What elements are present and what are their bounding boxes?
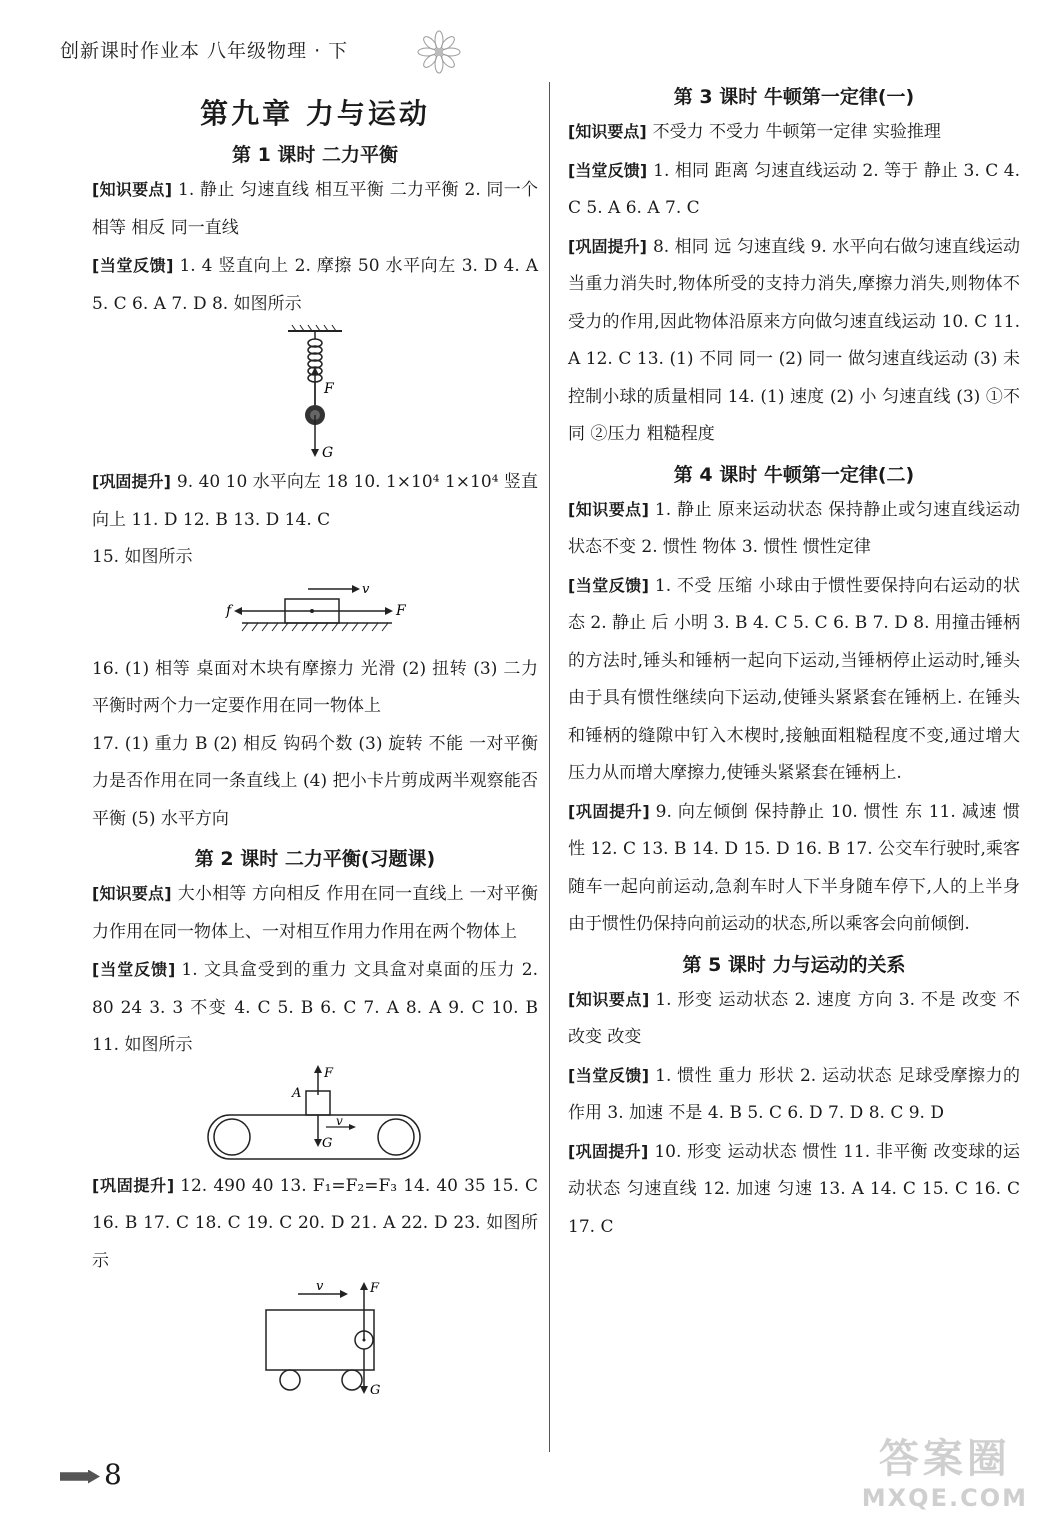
lesson-5-feedback (568, 1057, 1020, 1133)
answer-text: 1. 惯性 重力 形状 2. 运动状态 足球受摩擦力的作用 3. 加速 不是 4. B 5. C 6. D 7. D 8. C 9. D (568, 1065, 1020, 1123)
pull-force-label: F (396, 602, 406, 619)
running-header: 创新课时作业本 八年级物理 · 下 (60, 40, 349, 62)
section-tag: [当堂反馈] (568, 160, 648, 180)
lesson-4-title: 第 4 课时 牛顿第一定律(二) (673, 463, 915, 486)
lesson-1-q16: 16. (1) 相等 桌面对木块有摩擦力 光滑 (2) 扭转 (3) 二力平衡时两个力一定要作用在同一物体上 (92, 658, 538, 716)
section-tag: [当堂反馈] (92, 256, 174, 275)
answer-text: 8. 相同 远 匀速直线 9. 水平向右做匀速直线运动 当重力消失时,物体所受的支持力消失,摩擦力消失,则物体不受力的作用,因此物体沿原来方向做匀速直线运动 10. C 11. A 12. C 13. (1) 不同 同一 (2) 同一 做匀速直线运动 (3) 未控制小球的质量相同 14. (1) 速度 (2) 小 匀速直线 (3) ①不同 ②压力 粗糙程度 (568, 236, 1020, 444)
friction-label: f (226, 602, 232, 619)
watermark-line1: 答案圈 (878, 1436, 1011, 1482)
lesson-4-feedback (568, 567, 1020, 793)
force-label-f: F (324, 381, 334, 397)
answer-text: 9. 向左倾倒 保持静止 10. 惯性 东 11. 减速 惯性 12. C 13. B 14. D 15. D 16. B 17. 公交车行驶时,乘客随车一起向前运动,急刹车时人下半身随车停下,人的上半身由于惯性仍保持向前运动的状态,所以乘客会向前倾倒. (568, 801, 1020, 934)
lesson-3-title: 第 3 课时 牛顿第一定律(一) (673, 86, 915, 108)
gravity-label-g: G (322, 1135, 333, 1151)
answer-text: 10. 形变 运动状态 惯性 11. 非平衡 改变球的运动状态 匀速直线 12. 加速 匀速 13. A 14. C 15. C 16. C 17. C (568, 1141, 1020, 1237)
answer-text: 不受力 不受力 牛顿第一定律 实验推理 (652, 122, 941, 142)
chapter-title: 第九章 力与运动 (200, 97, 430, 130)
section-tag: [巩固提升] (568, 236, 647, 256)
lesson-1-feedback (92, 247, 538, 323)
velocity-label: v (316, 1280, 324, 1294)
section-tag: [巩固提升] (568, 801, 650, 821)
section-tag: [知识要点] (568, 989, 650, 1009)
flower-decoration-icon (416, 30, 462, 74)
section-tag: [巩固提升] (92, 472, 171, 491)
gravity-label-g: G (322, 445, 334, 461)
left-column (92, 70, 538, 1400)
section-tag: [巩固提升] (92, 1175, 175, 1195)
cart-diagram (92, 1280, 538, 1400)
section-tag: [当堂反馈] (568, 575, 649, 595)
lesson-3-knowledge (568, 113, 1020, 152)
lesson-5-title: 第 5 课时 力与运动的关系 (682, 953, 906, 976)
page-number (60, 1458, 122, 1491)
lesson-4-knowledge (568, 491, 1020, 567)
lesson-1-consolidation (92, 463, 538, 539)
answer-text: 9. 40 10 水平向左 18 10. 1×10⁴ 1×10⁴ 竖直向上 11. D 12. B 13. D 14. C (92, 472, 538, 530)
lesson-1-q17: 17. (1) 重力 B (2) 相反 钩码个数 (3) 旋转 不能 一对平衡力是否作用在同一条直线上 (4) 把小卡片剪成两半观察能否平衡 (5) 水平方向 (92, 733, 538, 829)
gravity-label-g: G (370, 1383, 381, 1398)
lesson-2-feedback (92, 951, 538, 1065)
lesson-1-knowledge (92, 171, 538, 247)
section-tag: [知识要点] (92, 180, 173, 199)
answer-text: 1. 不受 压缩 小球由于惯性要保持向右运动的状态 2. 静止 后 小明 3. B 4. C 5. C 6. B 7. D 8. 用撞击锤柄的方法时,锤头和锤柄一起向下运动,当锤柄停止运动时,锤头由于具有惯性继续向下运动,使锤头紧紧套在锤柄上. 在锤头和锤柄的缝隙中钉入木楔时,接触面粗糙程度不变,通过增大压力从而增大摩擦力,使锤头紧紧套在锤柄上. (568, 575, 1020, 783)
answer-text: 12. 490 40 13. F₁=F₂=F₃ 14. 40 35 15. C 16. B 17. C 18. C 19. C 20. D 21. A 22. D 23. 如图所示 (92, 1175, 538, 1271)
watermark (862, 1427, 1028, 1512)
lesson-3-consolidation (568, 228, 1020, 454)
section-tag: [当堂反馈] (92, 960, 176, 979)
section-tag: [知识要点] (568, 499, 649, 519)
velocity-label: v (336, 1113, 343, 1128)
section-tag: [巩固提升] (568, 1141, 649, 1161)
answer-text: 1. 相同 距离 匀速直线运动 2. 等于 静止 3. C 4. C 5. A 6. A 7. C (568, 160, 1020, 218)
force-label-f: F (324, 1065, 334, 1081)
watermark-line2: MXQE.COM (861, 1484, 1028, 1512)
arrow-icon (60, 1470, 100, 1484)
answer-text: 1. 形变 运动状态 2. 速度 方向 3. 不是 改变 不改变 改变 (568, 989, 1020, 1047)
column-divider (549, 82, 550, 1452)
lesson-2-knowledge (92, 875, 538, 951)
lesson-4-consolidation (568, 793, 1020, 944)
block-label-a: A (292, 1085, 302, 1101)
answer-text: 1. 静止 匀速直线 相互平衡 二力平衡 2. 同一个 相等 相反 同一直线 (92, 180, 538, 238)
section-tag: [知识要点] (568, 122, 647, 141)
force-label-f: F (370, 1281, 380, 1296)
section-tag: [当堂反馈] (568, 1065, 650, 1085)
lesson-1-title: 第 1 课时 二力平衡 (231, 144, 399, 166)
lesson-2-consolidation (92, 1167, 538, 1281)
velocity-label: v (362, 581, 370, 597)
block-on-table-diagram (92, 577, 538, 651)
lesson-1-q15: 15. 如图所示 (92, 547, 193, 567)
answer-text: 1. 文具盒受到的重力 文具盒对桌面的压力 2. 80 24 3. 3 不变 4. C 5. B 6. C 7. A 8. A 9. C 10. B 11. 如图所示 (92, 960, 538, 1055)
spring-ball-diagram (92, 323, 538, 463)
section-tag: [知识要点] (92, 884, 172, 903)
right-column (568, 82, 1020, 1246)
conveyor-belt-diagram (92, 1065, 538, 1167)
answer-text: 大小相等 方向相反 作用在同一直线上 一对平衡力作用在同一物体上、一对相互作用力作用在两个物体上 (92, 884, 538, 942)
page-number-text: 8 (104, 1458, 122, 1491)
lesson-3-feedback (568, 152, 1020, 228)
lesson-5-knowledge (568, 981, 1020, 1057)
answer-text: 1. 静止 原来运动状态 保持静止或匀速直线运动状态不变 2. 惯性 物体 3. 惯性 惯性定律 (568, 499, 1020, 557)
lesson-5-consolidation (568, 1133, 1020, 1247)
answer-text: 1. 4 竖直向上 2. 摩擦 50 水平向左 3. D 4. A 5. C 6. A 7. D 8. 如图所示 (92, 256, 538, 314)
lesson-2-title: 第 2 课时 二力平衡(习题课) (194, 848, 436, 870)
